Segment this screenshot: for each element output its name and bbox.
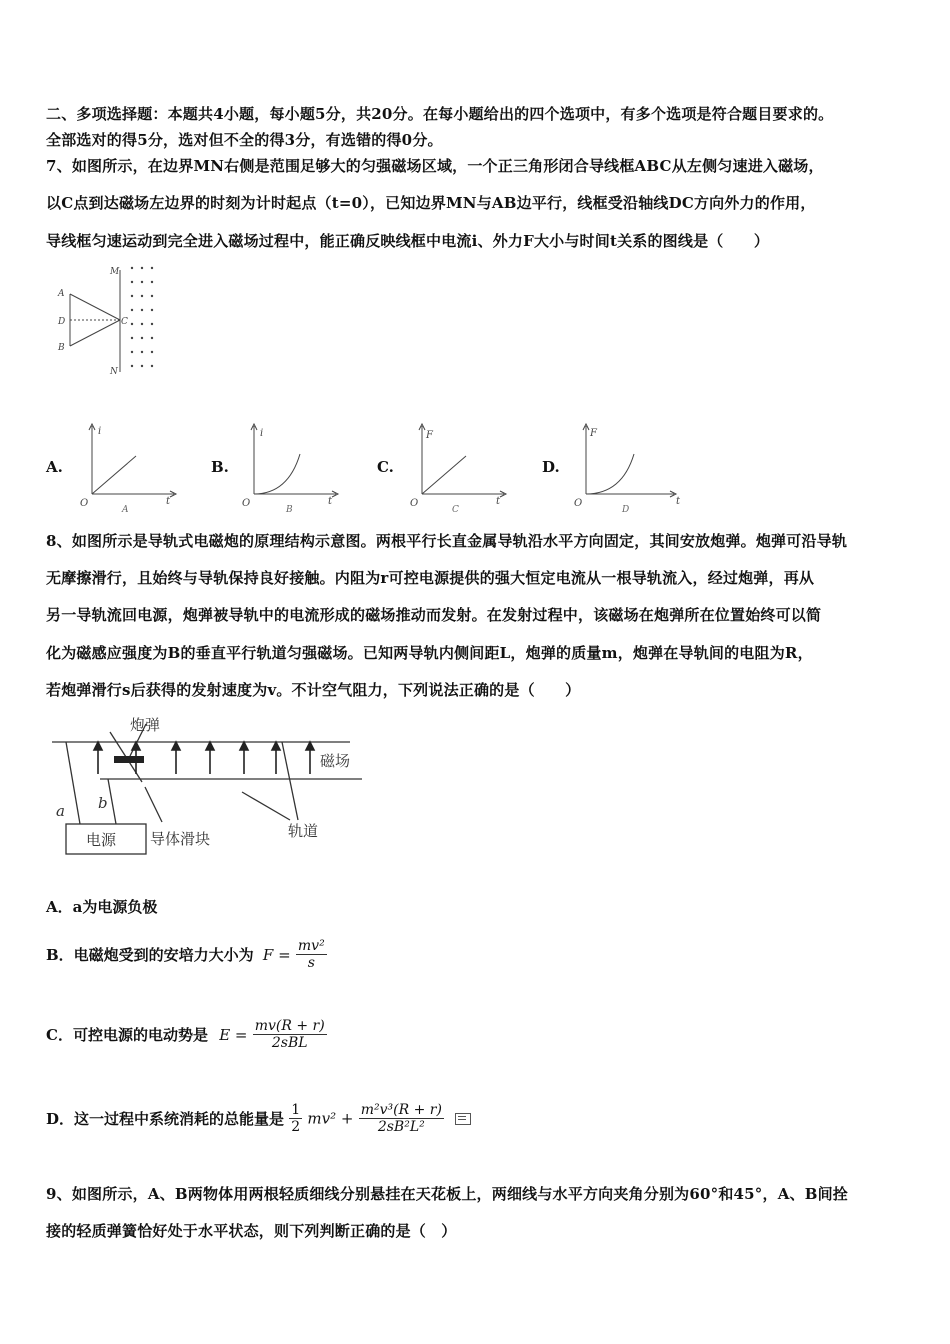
label-b: B <box>58 343 65 353</box>
equation-object-icon <box>455 1113 471 1125</box>
svg-text:t: t <box>328 496 333 507</box>
q9-text-line2: 接的轻质弹簧恰好处于水平状态，则下列判断正确的是（ ） <box>46 1222 457 1240</box>
q8-railgun-figure <box>50 712 370 862</box>
rail-label: 轨道 <box>288 822 319 840</box>
lead-b-label: b <box>98 794 108 812</box>
q7-option-d-label[interactable]: D. <box>542 458 560 476</box>
q8-text-line3: 另一导轨流回电源，炮弹被导轨中的电流形成的磁场推动而发射。在发射过程中，该磁场在炮弹所在位置始终可以简 <box>46 606 822 624</box>
svg-text:O: O <box>574 498 583 509</box>
q7-option-a-label[interactable]: A. <box>46 458 63 476</box>
q7-option-c-label[interactable]: C. <box>377 458 394 476</box>
svg-text:O: O <box>410 498 419 509</box>
svg-text:O: O <box>242 498 251 509</box>
svg-text:D: D <box>622 505 630 515</box>
q8-text-line4: 化为磁感应强度为B的垂直平行轨道匀强磁场。已知两导轨内侧间距L，炮弹的质量m，炮弹在导轨间的电阻为R， <box>46 644 813 662</box>
q8-option-c[interactable]: C．可控电源的电动势是 E = $\frac{mv(R + r)}{\text{2sBL}}$ <box>46 1018 325 1051</box>
source-label: 电源 <box>86 831 117 849</box>
svg-text:C: C <box>452 505 459 515</box>
q8-text-line5: 若炮弹滑行s后获得的发射速度为v。不计空气阻力，下列说法正确的是（ ） <box>46 681 581 699</box>
q8-option-d[interactable]: D．这一过程中系统消耗的总能量是 $\frac{1}{2}$ mv² + $\frac{\text{m²v³(R + r)}}{\text{2sB²L²}}$ <box>46 1102 471 1135</box>
slider-label: 导体滑块 <box>150 830 211 848</box>
q7-option-c-graph[interactable] <box>408 420 518 515</box>
svg-text:A: A <box>122 505 129 515</box>
label-d: D <box>58 317 66 327</box>
q7-triangle-figure <box>50 262 170 377</box>
section-header-line2: 全部选对的得5分，选对但不全的得3分，有选错的得0分。 <box>46 131 443 149</box>
svg-text:t: t <box>166 496 171 507</box>
q8-option-b[interactable]: B．电磁炮受到的安培力大小为 F = $\frac{\text{mv²}}{s}$ <box>46 938 325 971</box>
svg-text:F: F <box>426 430 433 441</box>
label-n: N <box>110 367 118 377</box>
svg-text:O: O <box>80 498 89 509</box>
svg-text:i: i <box>98 426 102 437</box>
q8-text-line2: 无摩擦滑行，且始终与导轨保持良好接触。内阻为r可控电源提供的强大恒定电流从一根导轨流入，经过炮弹，再从 <box>46 569 815 587</box>
label-a: A <box>58 289 65 299</box>
q9-text-line1: 9、如图所示，A、B两物体用两根轻质细线分别悬挂在天花板上，两细线与水平方向夹角分别为60°和45°，A、B间拴 <box>46 1185 849 1203</box>
svg-text:B: B <box>286 505 293 515</box>
svg-text:t: t <box>496 496 501 507</box>
shell-label: 炮弹 <box>130 716 161 734</box>
svg-text:t: t <box>676 496 681 507</box>
lead-a-label: a <box>56 802 65 820</box>
q8-option-a[interactable]: A．a为电源负极 <box>46 898 158 916</box>
q7-text-line3: 导线框匀速运动到完全进入磁场过程中，能正确反映线框中电流i、外力F大小与时间t关系的图线是（ ） <box>46 232 770 250</box>
q7-option-a-graph[interactable] <box>78 420 188 515</box>
q8-text-line1: 8、如图所示是导轨式电磁炮的原理结构示意图。两根平行长直金属导轨沿水平方向固定，其间安放炮弹。炮弹可沿导轨 <box>46 532 848 550</box>
label-c: C <box>121 317 128 327</box>
field-label: 磁场 <box>320 752 351 770</box>
section-header-line1: 二、多项选择题：本题共4小题，每小题5分，共20分。在每小题给出的四个选项中，有多个选项是符合题目要求的。 <box>46 105 834 123</box>
q7-option-b-label[interactable]: B. <box>211 458 229 476</box>
q7-option-d-graph[interactable] <box>572 420 687 515</box>
svg-text:i: i <box>260 428 264 439</box>
q7-text-line1: 7、如图所示，在边界MN右侧是范围足够大的匀强磁场区域，一个正三角形闭合导线框ABC从左侧匀速进入磁场， <box>46 157 824 175</box>
svg-text:F: F <box>590 428 597 439</box>
label-m: M <box>110 267 120 277</box>
q7-option-b-graph[interactable] <box>240 420 350 515</box>
q7-text-line2: 以C点到达磁场左边界的时刻为计时起点（t=0），已知边界MN与AB边平行，线框受沿轴线DC方向外力的作用， <box>46 194 816 212</box>
